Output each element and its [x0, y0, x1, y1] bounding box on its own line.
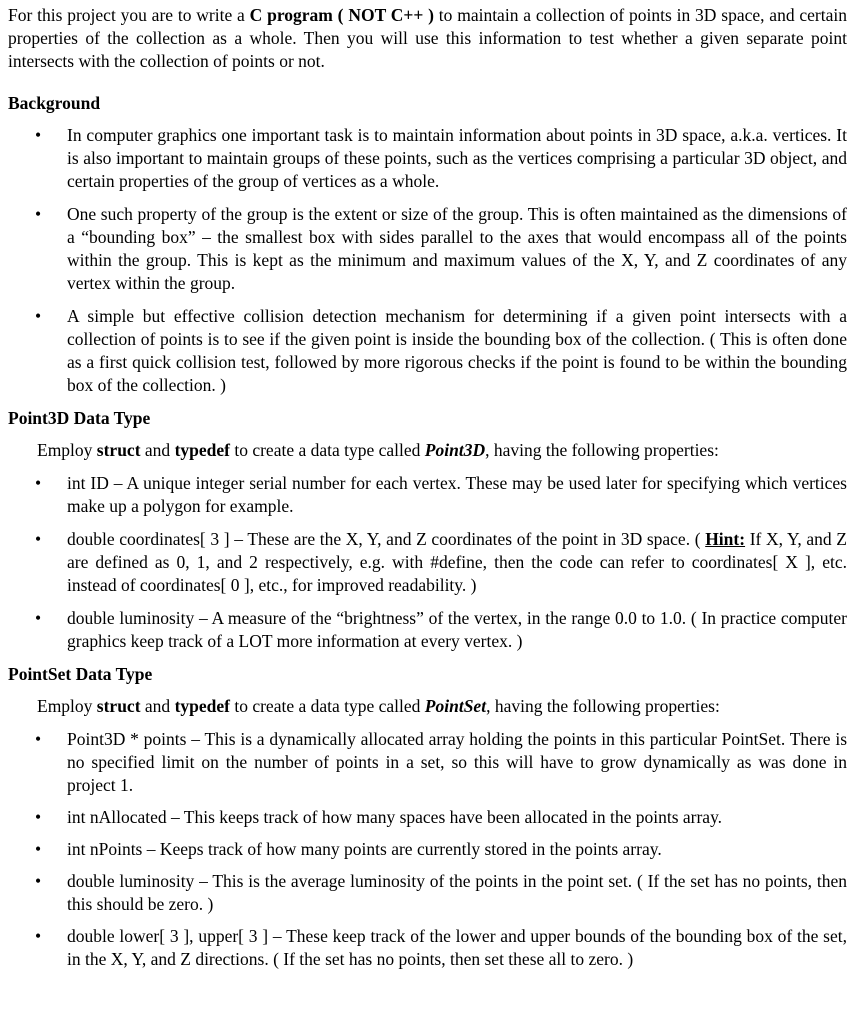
list-item: • int nPoints – Keeps track of how many points are currently stored in the points array.: [35, 839, 662, 859]
list-item: • One such property of the group is the extent or size of the group. This is often maintained as the dimensions of a “bounding box” – the smallest box with sides parallel to the axes that would encompass all of the points within the group. This is kept as the minimum and maximum values of the X, Y, and Z coordinates of any vertex within the group.: [35, 204, 847, 293]
list-item: • int ID – A unique integer serial number for each vertex. These may be used later for specifying which vertices make up a polygon for example.: [35, 473, 847, 516]
bullet-icon: •: [35, 926, 42, 946]
bullet-icon: •: [35, 608, 42, 628]
bullet-icon: •: [35, 529, 42, 549]
bullet-icon: •: [35, 729, 42, 749]
intro-text-rest: to maintain a collection of points in 3D space, and certain properties of the collection as a whole. Then you will use this information to test whether a given separate point intersects with the collection of points or not.: [8, 5, 847, 71]
pointset-lead: Employ struct and typedef to create a data type called PointSet, having the following properties:: [37, 696, 720, 716]
point3d-heading: Point3D Data Type: [8, 408, 151, 428]
background-heading: Background: [8, 93, 101, 113]
bullet-icon: •: [35, 306, 42, 326]
list-item: • double lower[ 3 ], upper[ 3 ] – These keep track of the lower and upper bounds of the bounding box of the set, in the X, Y, and Z directions. ( If the set has no points, then set these all to zero. ): [35, 926, 847, 969]
list-item: • int nAllocated – This keeps track of how many spaces have been allocated in the points array.: [35, 807, 723, 827]
list-item: • Point3D * points – This is a dynamically allocated array holding the points in this particular PointSet. There is no specified limit on the number of points in a set, so this will have to grow dynamically as was done in project 1.: [35, 729, 847, 795]
list-item: • In computer graphics one important task is to maintain information about points in 3D space, a.k.a. vertices. It is also important to maintain groups of these points, such as the vertices comprising a particular 3D object, and certain properties of the group of vertices as a whole.: [35, 125, 847, 191]
bullet-icon: •: [35, 871, 42, 891]
list-item: • double luminosity – This is the average luminosity of the points in the point set. ( If the set has no points, then this should be zero. ): [35, 871, 847, 914]
bullet-icon: •: [35, 839, 42, 859]
intro-paragraph: [8, 4, 847, 73]
list-item: • double coordinates[ 3 ] – These are the X, Y, and Z coordinates of the point in 3D space. ( Hint: If X, Y, and Z are defined as 0, 1, and 2 respectively, e.g. with #define, then the code can refer to coordinates[ X ], etc. instead of coordinates[ 0 ], etc., for improved readability. ): [35, 529, 847, 595]
point3d-list: [8, 472, 847, 653]
background-list: [8, 124, 847, 397]
intro-emphasis: C program ( NOT C++ ): [249, 5, 434, 25]
list-item: • A simple but effective collision detection mechanism for determining if a given point intersects with a collection of points is to see if the given point is inside the bounding box of the collection. ( This is often done as a first quick collision test, followed by more rigorous checks if the point is found to be within the bounding box of the collection. ): [35, 306, 847, 395]
pointset-list: [8, 728, 847, 971]
bullet-icon: •: [35, 204, 42, 224]
intro-text: For this project you are to write a: [8, 5, 250, 25]
point3d-lead: Employ struct and typedef to create a data type called Point3D, having the following properties:: [37, 440, 719, 460]
pointset-heading: PointSet Data Type: [8, 664, 153, 684]
hint-label: Hint:: [705, 529, 746, 549]
bullet-icon: •: [35, 473, 42, 493]
bullet-icon: •: [35, 125, 42, 145]
bullet-icon: •: [35, 807, 42, 827]
list-item: • double luminosity – A measure of the “brightness” of the vertex, in the range 0.0 to 1.0. ( In practice computer graphics keep track of a LOT more information at every vertex. ): [35, 608, 847, 651]
